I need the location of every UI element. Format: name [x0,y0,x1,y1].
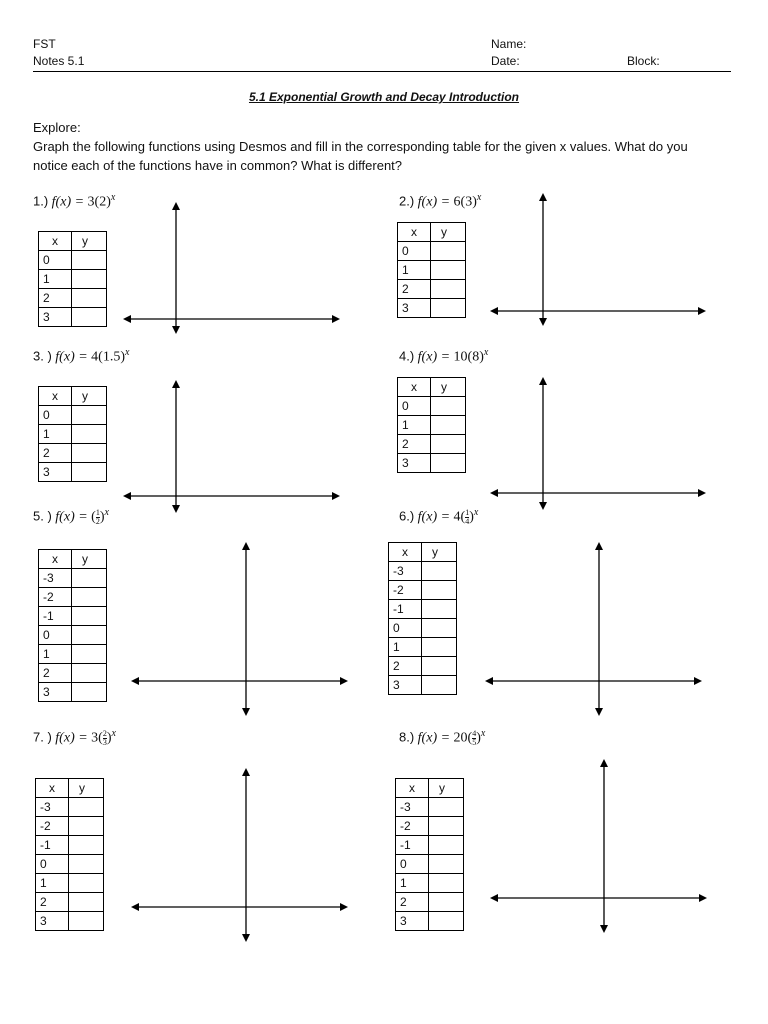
problem-number: 1.) [33,193,49,209]
instructions-text: Graph the following functions using Desmos and fill in the corresponding table for the given x values. What do you notice each of the functions have in common? What is different? [33,139,688,173]
problem-number: 5. ) [33,508,52,524]
name-label: Name: [491,37,527,51]
x-header: x [398,378,431,397]
function-prefix: f(x) = [417,349,454,365]
x-value-cell: -2 [389,581,422,600]
problem-number: 6.) [399,508,415,524]
x-value-cell: 2 [389,657,422,676]
x-value-cell: 0 [398,397,431,416]
y-header: y [431,223,466,242]
y-header: y [429,779,464,798]
problem-number: 7. ) [33,729,52,745]
x-value-cell: 2 [39,444,72,463]
explore-label: Explore: [33,120,81,135]
notes-label: Notes 5.1 [33,54,85,68]
function-prefix: f(x) = [55,509,92,525]
x-value-cell: 3 [396,912,429,931]
x-value-cell: 3 [398,299,431,318]
x-value-cell: 1 [39,270,72,289]
x-value-cell: 3 [36,912,69,931]
x-value-cell: 2 [39,664,72,683]
x-header: x [39,550,72,569]
fraction-numerator: 2 [102,728,107,738]
x-value-cell: 0 [39,626,72,645]
x-value-cell: 2 [36,893,69,912]
function-prefix: f(x) = [417,730,454,746]
coefficient: 3 [91,730,99,746]
date-label: Date: [491,54,520,68]
x-value-cell: 0 [398,242,431,261]
y-header: y [431,378,466,397]
problem-number: 3. ) [33,348,52,364]
fraction-numerator: 4 [472,728,477,738]
x-value-cell: 0 [389,619,422,638]
x-value-cell: -3 [36,798,69,817]
x-value-cell: 0 [396,855,429,874]
exponent: x [111,728,116,739]
coefficient: 20 [453,730,468,746]
function-label-7: 7. ) f(x) = 3( $\frac{2}{3}$ )$^x$ [33,728,116,747]
x-value-cell: 1 [398,261,431,280]
coefficient: 4 [91,349,99,365]
arrow-left-icon [490,894,498,902]
x-header: x [389,543,422,562]
x-value-cell: 2 [396,893,429,912]
x-value-cell: 2 [398,280,431,299]
x-value-cell: 1 [36,874,69,893]
function-prefix: f(x) = [51,194,88,210]
x-header: x [398,223,431,242]
function-prefix: f(x) = [417,509,454,525]
arrow-down-icon [600,925,608,933]
function-prefix: f(x) = [55,349,92,365]
x-value-cell: 3 [39,308,72,327]
x-value-cell: 1 [389,638,422,657]
x-value-cell: -3 [39,569,72,588]
y-header: y [69,779,104,798]
x-value-cell: 3 [389,676,422,695]
base: (1.5) [98,349,125,365]
x-header: x [396,779,429,798]
y-header: y [422,543,457,562]
x-value-cell: -3 [396,798,429,817]
base: (2) [94,194,111,210]
x-value-cell: -1 [396,836,429,855]
y-header: y [72,550,107,569]
x-value-cell: -1 [36,836,69,855]
exponent: x [483,347,489,358]
block-label: Block: [627,54,660,68]
x-value-cell: 1 [39,425,72,444]
page-title: 5.1 Exponential Growth and Decay Introduction [248,90,520,104]
x-header: x [36,779,69,798]
course-label: FST [33,37,56,51]
coefficient: 6 [453,194,461,210]
y-header: y [72,387,107,406]
problem-number: 8.) [399,729,415,745]
exponent: x [110,192,116,203]
arrow-up-icon [600,759,608,767]
function-label-6: 6.) f(x) = 4( $\frac{1}{4}$ )$^x$ [399,507,479,526]
base: (3) [460,194,477,210]
x-value-cell: 3 [398,454,431,473]
coefficient: 3 [87,194,95,210]
function-prefix: f(x) = [417,194,454,210]
x-value-cell: 2 [39,289,72,308]
x-value-cell: -1 [389,600,422,619]
exponent: x [476,192,482,203]
exponent: x [125,347,130,358]
x-value-cell: -2 [36,817,69,836]
function-label-8: 8.) f(x) = 20( $\frac{4}{5}$ )$^x$ [399,728,486,747]
x-value-cell: -3 [389,562,422,581]
x-header: x [39,232,72,251]
x-value-cell: 2 [398,435,431,454]
exponent: x [480,728,486,739]
x-value-cell: -2 [396,817,429,836]
x-value-cell: -2 [39,588,72,607]
base: (8) [467,349,484,365]
x-value-cell: 0 [39,251,72,270]
x-value-cell: 1 [398,416,431,435]
exponent: x [473,507,479,518]
fraction-denominator: 5 [472,737,477,747]
arrow-right-icon [699,894,707,902]
exponent: x [104,507,109,518]
function-label-5: 5. ) f(x) = ( $\frac{1}{2}$ )$^x$ [33,507,109,526]
function-prefix: f(x) = [55,730,92,746]
x-value-cell: 1 [39,645,72,664]
x-value-cell: -1 [39,607,72,626]
coefficient: 4 [453,509,461,525]
x-value-cell: 3 [39,683,72,702]
problem-number: 2.) [399,193,415,209]
fraction-denominator: 2 [95,516,100,526]
fraction-numerator: 1 [465,507,470,517]
fraction-numerator: 1 [95,507,100,517]
x-value-cell: 3 [39,463,72,482]
y-header: y [72,232,107,251]
x-value-cell: 0 [39,406,72,425]
x-header: x [39,387,72,406]
fraction-denominator: 3 [102,737,107,747]
x-value-cell: 1 [396,874,429,893]
fraction-denominator: 4 [465,516,470,526]
coefficient: 10 [453,349,468,365]
x-value-cell: 0 [36,855,69,874]
problem-number: 4.) [399,348,415,364]
